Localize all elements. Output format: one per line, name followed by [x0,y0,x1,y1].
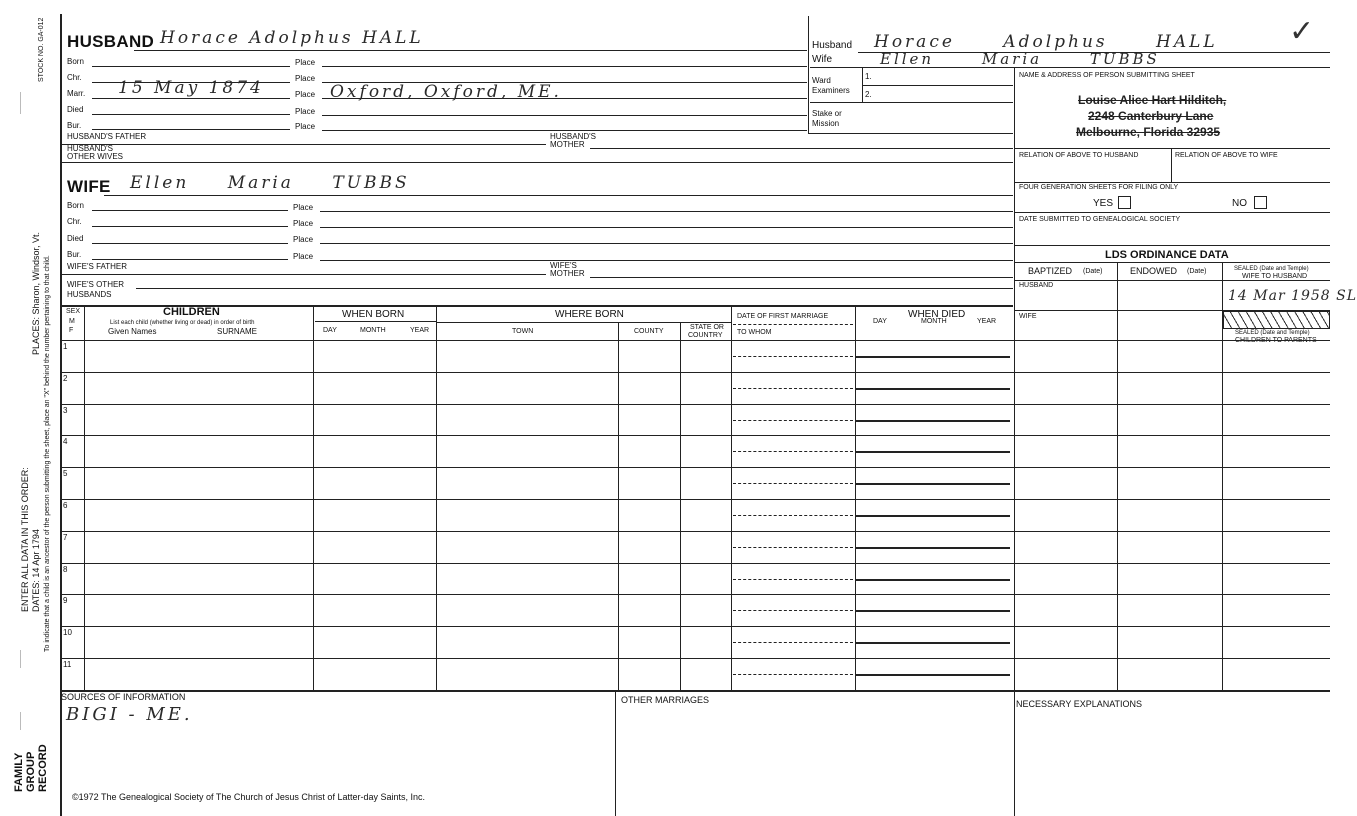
child-row-line [61,626,1330,627]
child-died-line [855,642,1010,644]
bottom-divider-1 [615,691,616,816]
copyright-text: ©1972 The Genealogical Society of The Church of Jesus Christ of Latter-day Saints, Inc. [72,792,425,802]
right-panel-divider [808,16,809,133]
children-instruction: List each child (whether living or dead) in order of birth [110,320,255,326]
relation-bottom-line [1015,182,1330,183]
born-day-label: DAY [323,327,337,334]
col-divider-county [680,322,681,690]
when-born-label: WHEN BORN [342,309,405,320]
four-gen-bottom-line [1015,212,1330,213]
husband-name-line [134,50,807,51]
form-title-record: RECORD [37,744,49,792]
born-month-label: MONTH [360,327,386,334]
child-died-line [855,579,1010,581]
ancestor-instruction: To indicate that a child is an ancestor of the person submitting the sheet, place an "X" behind the number pertaining to that child. [44,255,51,652]
state-label-2: COUNTRY [688,332,723,339]
wife-died-place-label: Place [293,235,314,244]
husband-chr-label: Chr. [67,73,82,82]
col-divider-sex [84,306,85,690]
child-marriage-dash [733,642,853,643]
child-marriage-dash [733,610,853,611]
ward-label: Ward [812,76,831,85]
husband-born-label: Born [67,57,84,66]
wife-other-husbands-line [136,288,1013,289]
county-label: COUNTY [634,328,664,335]
col-divider-marriage [855,306,856,690]
wife-born-place-label: Place [293,203,314,212]
husband-bur-label: Bur. [67,121,82,130]
husband-heading: HUSBAND [67,32,155,51]
bottom-top-line [61,690,1330,692]
enter-instruction: ENTER ALL DATA IN THIS ORDER: [20,467,30,612]
wife-father-line [61,274,546,275]
when-born-line [315,321,436,322]
right-husband-name[interactable]: Horace Adolphus HALL [874,32,1218,52]
sealed-cp-label-1: SEALED (Date and Temple) [1235,330,1310,336]
endowed-date-label: (Date) [1187,268,1207,275]
submitter-bottom-line [1015,148,1330,149]
died-month-label: MONTH [921,318,947,325]
col-divider-town [618,322,619,690]
husband-other-wives-label-1: HUSBAND'S [67,144,113,153]
wife-died-line [92,243,288,244]
husband-died-line [92,114,290,115]
relation-husband-label: RELATION OF ABOVE TO HUSBAND [1019,152,1139,159]
husband-mother-label-1: HUSBAND'S [550,132,596,141]
to-whom-label: TO WHOM [737,329,772,336]
lds-title: LDS ORDINANCE DATA [1105,249,1229,261]
husband-died-label: Died [67,105,84,114]
husband-born-place-label: Place [295,58,316,67]
husband-marr-line [92,98,290,99]
husband-died-place-label: Place [295,107,316,116]
submitter-city[interactable]: Melbourne, Florida 32935 [1076,125,1221,139]
wife-died-label: Died [67,234,84,243]
submitter-street[interactable]: 2248 Canterbury Lane [1088,109,1214,123]
form-title-family: FAMILY [13,752,25,792]
child-marriage-dash [733,674,853,675]
child-died-line [855,483,1010,485]
husband-marr-label: Marr. [67,89,86,98]
wife-born-label: Born [67,201,84,210]
wife-chr-place-label: Place [293,219,314,228]
sex-m-label: M [69,318,75,325]
right-wife-label: Wife [812,54,832,65]
husband-mother-line [590,148,1013,149]
child-row-line [61,531,1330,532]
examiner-1-line [863,85,1013,86]
child-marriage-dash [733,547,853,548]
right-column-border [1014,68,1015,816]
lds-title-line [1015,262,1330,263]
wife-name-line [104,195,1013,196]
children-header-bottom-line [61,340,1330,341]
dates-instruction: DATES: 14 Apr 1794 [31,529,41,612]
husband-bur-line [92,129,290,130]
child-died-line [855,515,1010,517]
child-row-number: 5 [63,469,68,478]
child-died-line [855,451,1010,453]
town-label: TOWN [512,328,534,335]
husband-other-wives-line [61,162,1013,163]
ord-wife-label: WIFE [1019,313,1037,320]
stake-label: Stake or [812,109,842,118]
wife-name-value[interactable]: Ellen Maria TUBBS [130,173,410,193]
first-marriage-label: DATE OF FIRST MARRIAGE [737,313,829,320]
yes-checkbox[interactable] [1118,196,1131,209]
wife-mother-label-2: MOTHER [550,269,585,278]
first-marriage-dash [733,324,853,325]
sex-f-label: F [69,327,74,334]
sex-label: SEX [66,308,81,315]
child-died-line [855,547,1010,549]
sealed-value[interactable]: 14 Mar 1958 SL [1228,288,1357,304]
child-marriage-dash [733,451,853,452]
wife-heading: WIFE [67,177,111,196]
child-row-number: 10 [63,628,72,637]
child-row-number: 9 [63,596,68,605]
child-row-line [61,499,1330,500]
child-row-line [61,467,1330,468]
sealed-wh-label-1: SEALED (Date and Temple) [1234,266,1309,272]
given-names-label: Given Names [108,327,157,336]
child-marriage-dash [733,420,853,421]
yes-label: YES [1093,198,1114,209]
baptized-date-label: (Date) [1083,268,1103,275]
examiner-2-label: 2. [865,90,872,99]
child-died-line [855,674,1010,676]
husband-mother-label-2: MOTHER [550,140,585,149]
col-divider-born [436,306,437,690]
wife-born-line [92,210,288,211]
sealed-cp-label-2: CHILDREN TO PARENTS [1235,337,1317,344]
born-year-label: YEAR [410,327,430,334]
child-marriage-dash [733,483,853,484]
children-title: CHILDREN [163,306,220,318]
submitter-label: NAME & ADDRESS OF PERSON SUBMITTING SHEET [1019,72,1195,79]
child-marriage-dash [733,515,853,516]
state-label-1: STATE OR [690,324,724,331]
child-row-number: 11 [63,660,72,669]
child-marriage-dash [733,356,853,357]
examiner-1-label: 1. [865,72,872,81]
other-marriages-label: OTHER MARRIAGES [621,695,710,705]
child-died-line [855,420,1010,422]
endowed-label: ENDOWED [1130,266,1177,276]
child-row-number: 8 [63,565,68,574]
sources-value[interactable]: BIGI - ME. [66,704,193,725]
right-wife-name[interactable]: Ellen Maria TUBBS [880,50,1160,68]
wife-chr-line [92,226,288,227]
relation-wife-label: RELATION OF ABOVE TO WIFE [1175,152,1278,159]
child-row-number: 1 [63,342,68,351]
examiner-2-line [810,102,1013,103]
child-died-line [855,356,1010,358]
right-husband-label: Husband [812,40,853,51]
husband-bur-place-line [322,130,807,131]
husband-born-line [92,66,290,67]
sealed-wh-label-2: WIFE TO HUSBAND [1242,273,1308,280]
child-row-line [61,404,1330,405]
husband-died-place-line [322,115,807,116]
where-born-line [437,322,731,323]
husband-born-place-line [322,66,807,67]
wife-bur-line [92,259,288,260]
punch-hole-mark [20,92,21,114]
child-row-line [61,594,1330,595]
child-marriage-dash [733,579,853,580]
examiners-label: Examiners [812,86,850,95]
wife-died-place-line [320,243,1013,244]
wife-father-label: WIFE'S FATHER [67,262,128,271]
explanations-label: NECESSARY EXPLANATIONS [1016,699,1143,709]
sealed-hatched-area [1223,311,1330,329]
child-row-number: 4 [63,437,68,446]
baptized-label: BAPTIZED [1028,266,1073,276]
husband-marr-date-value[interactable]: 15 May 1874 [118,78,264,98]
wife-other-husbands-label-1: WIFE'S OTHER [67,280,125,289]
where-born-label: WHERE BORN [555,309,624,320]
husband-name-value[interactable]: Horace Adolphus HALL [160,28,424,48]
died-day-label: DAY [873,318,887,325]
child-row-number: 6 [63,501,68,510]
husband-marr-place-label: Place [295,90,316,99]
husband-marr-place-value[interactable]: Oxford, Oxford, ME. [330,82,562,102]
sources-label: SOURCES OF INFORMATION [61,692,186,702]
wife-bur-label: Bur. [67,250,82,259]
four-gen-label: FOUR GENERATION SHEETS FOR FILING ONLY [1019,184,1179,191]
wife-mother-label-1: WIFE'S [550,261,577,270]
punch-hole-mark [20,712,21,730]
stake-line [808,133,1013,134]
wife-chr-label: Chr. [67,217,82,226]
col-divider-name [313,306,314,690]
child-row-line [61,372,1330,373]
surname-label: SURNAME [217,327,258,336]
lds-header-line [1015,280,1330,281]
form-title-group: GROUP [25,751,37,792]
stock-number: STOCK NO. GA-012 [38,17,45,82]
no-label: NO [1232,198,1247,209]
wife-mother-line [590,277,1013,278]
date-submitted-label: DATE SUBMITTED TO GENEALOGICAL SOCIETY [1019,216,1181,223]
punch-hole-mark [20,650,21,668]
places-instruction: PLACES: Sharon, Windsor, Vt. [31,231,41,355]
child-row-number: 2 [63,374,68,383]
child-row-line [61,658,1330,659]
wife-other-husbands-label-2: HUSBANDS [67,290,112,299]
submitter-name[interactable]: Louise Alice Hart Hilditch, [1078,93,1227,107]
wife-born-place-line [320,211,1013,212]
mission-label: Mission [812,119,840,128]
child-died-line [855,388,1010,390]
when-died-label: WHEN DIED [908,309,966,320]
husband-father-line [61,144,546,145]
relation-divider [1171,148,1172,182]
child-row-line [61,563,1330,564]
check-mark: ✓ [1289,14,1315,49]
child-died-line [855,610,1010,612]
child-row-number: 3 [63,406,68,415]
husband-father-label: HUSBAND'S FATHER [67,132,147,141]
no-checkbox[interactable] [1254,196,1267,209]
husband-bur-place-label: Place [295,122,316,131]
child-row-line [61,435,1330,436]
ord-husband-label: HUSBAND [1019,282,1054,289]
child-marriage-dash [733,388,853,389]
died-year-label: YEAR [977,318,997,325]
husband-chr-place-label: Place [295,74,316,83]
wife-chr-place-line [320,227,1013,228]
husband-other-wives-label-2: OTHER WIVES [67,152,124,161]
wife-bur-place-label: Place [293,252,314,261]
date-submitted-line [1015,245,1330,246]
wife-bur-place-line [320,260,1013,261]
child-row-number: 7 [63,533,68,542]
col-divider-state [731,306,732,690]
